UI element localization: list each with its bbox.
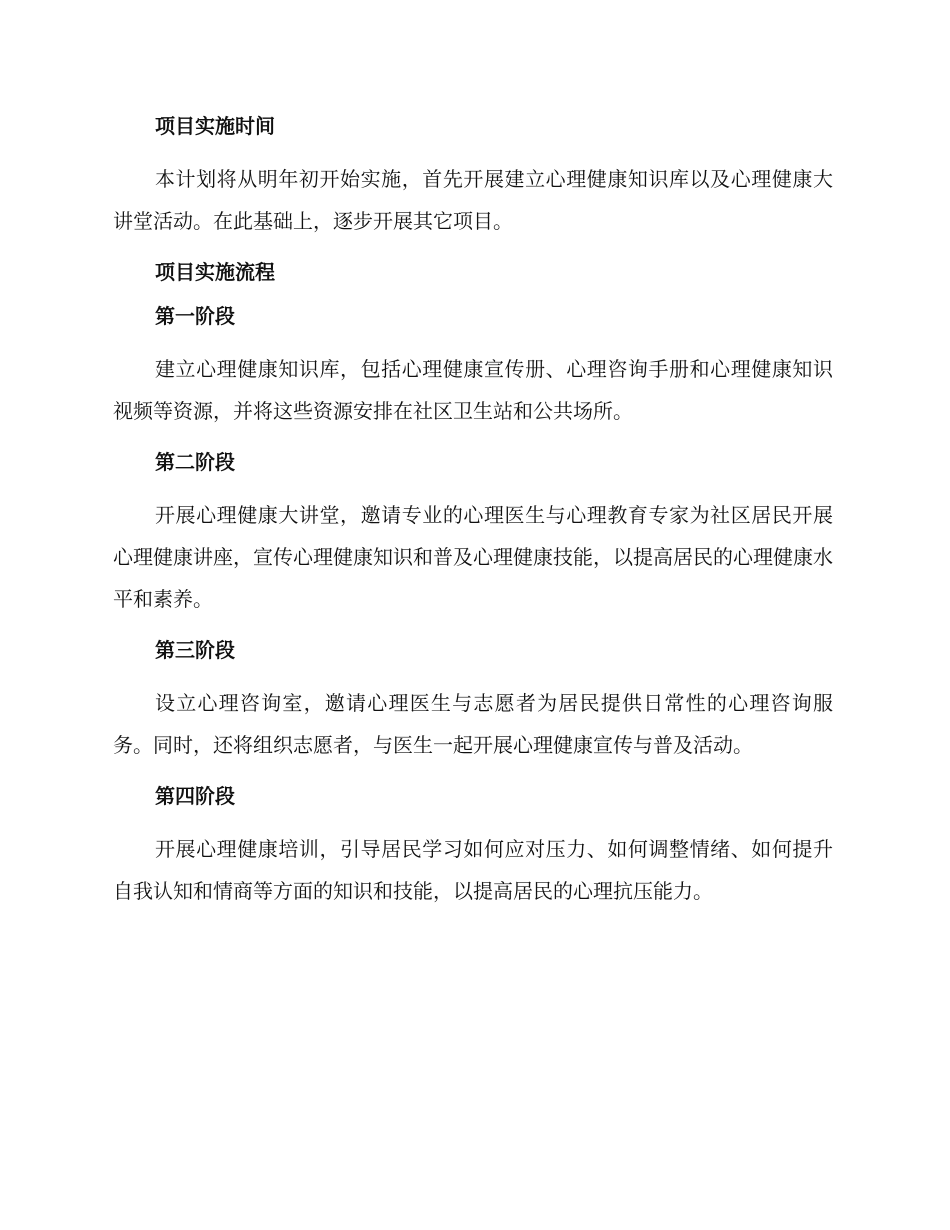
heading-implementation-process: 项目实施流程 xyxy=(155,260,275,284)
paragraph-stage-two: 开展心理健康大讲堂，邀请专业的心理医生与心理教育专家为社区居民开展心理健康讲座，宣传心理健康知识和普及心理健康技能，以提高居民的心理健康水平和素养。 xyxy=(113,503,833,611)
paragraph-stage-one: 建立心理健康知识库，包括心理健康宣传册、心理咨询手册和心理健康知识视频等资源，并将这些资源安排在社区卫生站和公共场所。 xyxy=(113,357,833,423)
document-content xyxy=(113,104,833,912)
heading-stage-three: 第三阶段 xyxy=(155,638,235,662)
paragraph-stage-four: 开展心理健康培训，引导居民学习如何应对压力、如何调整情绪、如何提升自我认知和情商等方面的知识和技能，以提高居民的心理抗压能力。 xyxy=(113,837,833,903)
paragraph-stage-three: 设立心理咨询室，邀请心理医生与志愿者为居民提供日常性的心理咨询服务。同时，还将组织志愿者，与医生一起开展心理健康宣传与普及活动。 xyxy=(113,691,833,757)
heading-stage-two: 第二阶段 xyxy=(155,450,235,474)
paragraph-implementation-time: 本计划将从明年初开始实施，首先开展建立心理健康知识库以及心理健康大讲堂活动。在此基础上，逐步开展其它项目。 xyxy=(113,167,833,233)
heading-implementation-time: 项目实施时间 xyxy=(155,114,275,138)
heading-stage-four: 第四阶段 xyxy=(155,784,235,808)
heading-stage-one: 第一阶段 xyxy=(155,304,235,328)
